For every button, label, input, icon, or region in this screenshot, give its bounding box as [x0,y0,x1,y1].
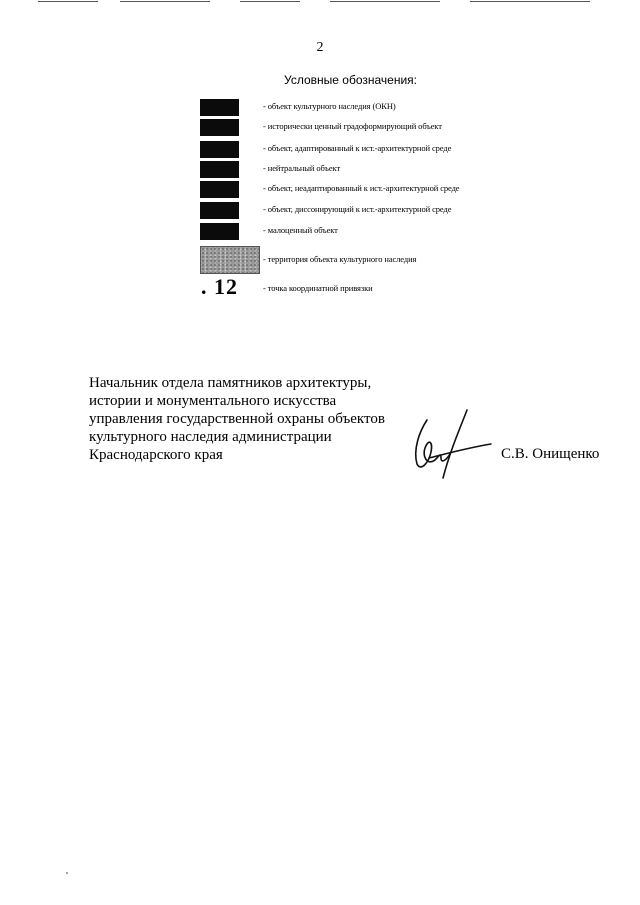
legend-item-okn [200,99,540,119]
signer-position-line: Краснодарского края [89,447,223,463]
legend-title: Условные обозначения: [284,73,417,87]
signer-name: С.В. Онищенко [501,446,600,462]
point-marker: . 12 [201,274,238,299]
signer-position-line: истории и монументального искусства [89,393,337,409]
legend-item-label: - малоценный объект [263,225,338,235]
legend-item-low-value [200,223,540,243]
legend-item-label: - объект, диссонирующий к ист.-архитектурной среде [263,204,452,214]
legend-swatch [200,99,239,116]
legend-item-label: - исторически ценный градоформирующий объект [263,121,442,131]
top-scan-edge [0,0,640,4]
handwritten-signature [405,408,495,480]
legend-swatch [200,161,239,178]
legend-swatch [200,119,239,136]
legend-item-territory [200,246,540,276]
signer-position-line: Начальник отдела памятников архитектуры, [89,375,372,391]
territory-swatch [200,246,260,274]
signer-position-line: культурного наследия администрации [89,429,332,445]
legend-item-historic [200,119,540,139]
signer-position [89,374,385,464]
signer-position-line: управления государственной охраны объектов [89,411,385,427]
page-number: 2 [316,40,324,55]
legend-item-label: - точка координатной привязки [263,283,373,293]
legend-item-label: - объект, адаптированный к ист.-архитектурной среде [263,143,452,153]
legend-item-adapted [200,141,540,161]
legend-item-label: - объект культурного наследия (ОКН) [263,101,396,111]
legend-swatch [200,141,239,158]
legend-item-dissonant [200,202,540,222]
legend-item-unadapted [200,181,540,201]
legend-item-neutral [200,161,540,181]
scan-speck [66,872,68,874]
legend-item-label: - территория объекта культурного наследия [263,254,417,264]
legend-swatch [200,181,239,198]
legend-item-point [200,274,540,302]
legend-swatch [200,223,239,240]
legend-item-label: - нейтральный объект [263,163,341,173]
legend-item-label: - объект, неадаптированный к ист.-архитектурной среде [263,183,460,193]
legend-swatch [200,202,239,219]
